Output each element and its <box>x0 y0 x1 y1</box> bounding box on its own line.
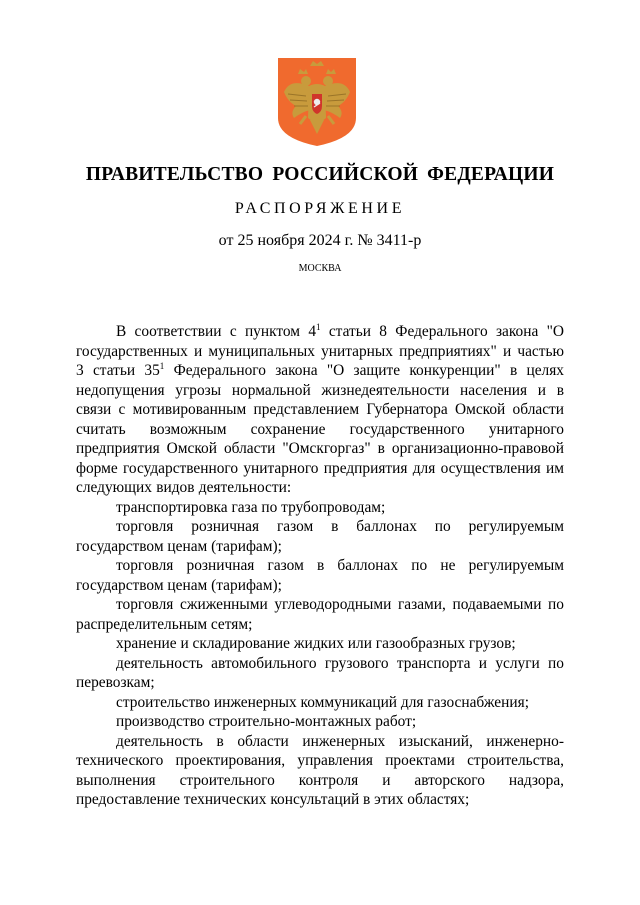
intro-paragraph <box>76 322 564 498</box>
activity-item: производство строительно-монтажных работ; <box>116 713 417 730</box>
intro-text-1: В соответствии с пунктом 4 <box>116 323 317 340</box>
intro-sup-1: 1 <box>316 322 321 332</box>
activity-item: деятельность автомобильного грузового транспорта и услуги по перевозкам; <box>76 654 564 691</box>
intro-sup-2: 1 <box>159 361 165 371</box>
activity-item: строительство инженерных коммуникаций для газоснабжения; <box>116 693 529 711</box>
document-type: РАСПОРЯЖЕНИЕ <box>234 200 406 217</box>
intro-text-3: Федерального закона "О защите конкуренции" в целях недопущения угрозы нормальной жизнедеятельности населения и в связи с мотивированным представлением Губернатора Омской области считать возможным сохранение государственного унитарного предприятия Омской области "Омскгоргаз" в организационно-правовой форме государственного унитарного предприятия для осуществления им следующих видов деятельности: <box>76 362 565 496</box>
intro-text-2: статьи 8 Федерального закона "О государственных и муниципальных унитарных предприятиях" и частью 3 статьи 35 <box>76 323 564 379</box>
document-date-number: от 25 ноября 2024 г. № 3411-р <box>218 232 422 249</box>
activity-item: торговля розничная газом в баллонах по регулируемым государством ценам (тарифам); <box>76 518 564 555</box>
document-body <box>76 322 564 810</box>
activity-item: торговля сжиженными углеводородными газами, подаваемыми по распределительным сетям; <box>76 596 564 633</box>
activity-item: торговля розничная газом в баллонах по не регулируемым государством ценам (тарифам); <box>76 557 564 594</box>
activity-item: деятельность в области инженерных изысканий, инженерно-технического проектирования, управления проектами строительства, выполнения строительного контроля и авторского надзора, предоставление технических консультаций в этих областях; <box>76 732 564 808</box>
activity-item: транспортировка газа по трубопроводам; <box>116 498 386 516</box>
activity-item: хранение и складирование жидких или газообразных грузов; <box>116 635 516 652</box>
document-city: МОСКВА <box>298 263 342 274</box>
coat-of-arms-russia-icon <box>276 56 358 148</box>
government-title: ПРАВИТЕЛЬСТВО РОССИЙСКОЙ ФЕДЕРАЦИИ <box>85 164 555 185</box>
